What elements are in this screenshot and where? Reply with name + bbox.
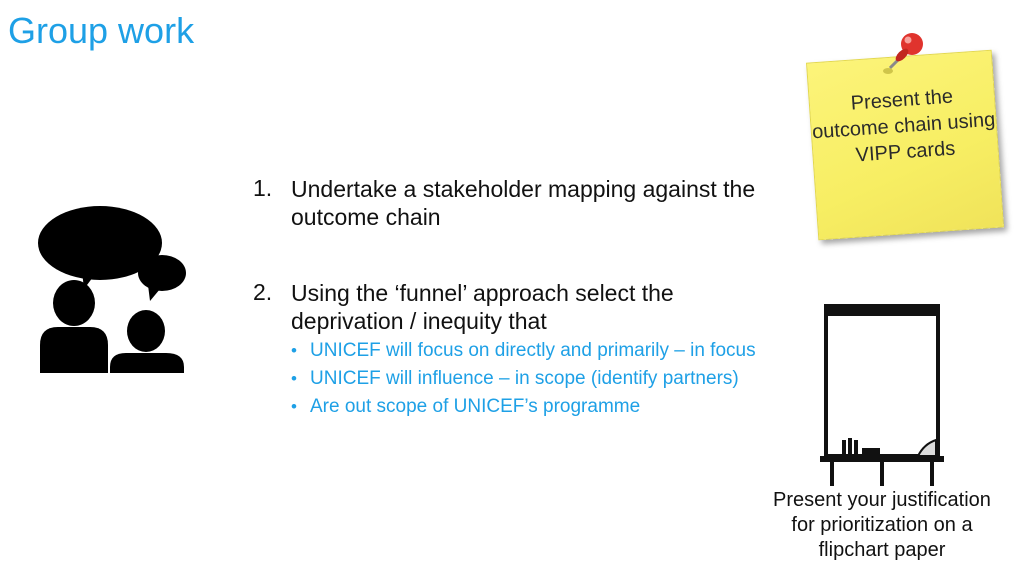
bullet-icon: • <box>291 369 297 388</box>
sub-bullet <box>291 339 783 362</box>
steps-list <box>253 175 783 423</box>
flipchart-caption: Present your justification for prioritization on a flipchart paper <box>773 489 991 561</box>
group-discussion-icon <box>38 205 190 377</box>
bullet-icon: • <box>291 341 297 360</box>
step-number: 2. <box>253 279 273 305</box>
step-number: 1. <box>253 175 273 201</box>
push-pin-icon <box>878 30 928 80</box>
step-text: Using the ‘funnel’ approach select the deprivation / inequity that <box>291 280 674 334</box>
sub-bullet <box>291 395 783 418</box>
step-1 <box>253 175 783 231</box>
bullet-icon: • <box>291 397 297 416</box>
sub-bullet-text: Are out scope of UNICEF’s programme <box>310 396 641 417</box>
sub-bullet <box>291 367 783 390</box>
sub-bullet-text: UNICEF will influence – in scope (identify partners) <box>310 368 739 389</box>
step-text: Undertake a stakeholder mapping against the outcome chain <box>291 176 756 230</box>
slide-title: Group work <box>8 10 195 51</box>
sticky-note-text: Present the outcome chain using VIPP cards <box>811 85 996 167</box>
step-2 <box>253 279 783 423</box>
step-body <box>291 279 783 423</box>
flipchart-icon <box>818 302 946 488</box>
sub-bullet-list <box>291 339 783 418</box>
sub-bullet-text: UNICEF will focus on directly and primarily – in focus <box>310 340 756 361</box>
